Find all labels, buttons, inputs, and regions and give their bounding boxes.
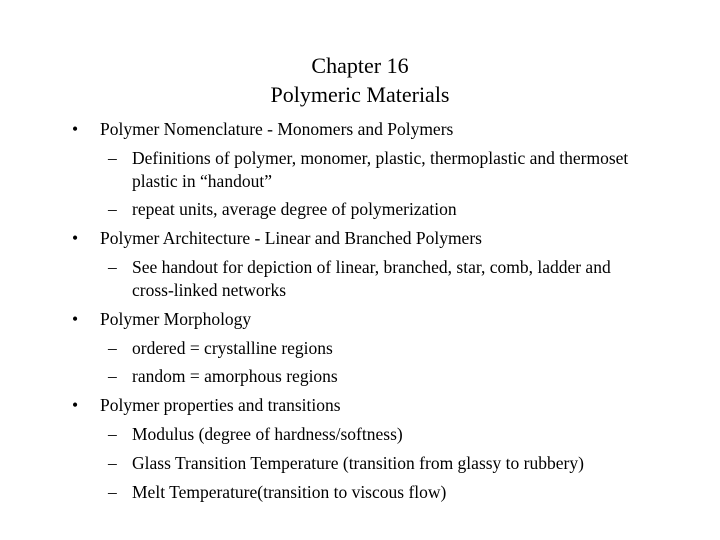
bullet-item xyxy=(0,308,720,331)
sub-item-text: Modulus (degree of hardness/softness) xyxy=(132,424,403,445)
dash-icon: – xyxy=(108,481,117,502)
bullet-text: Polymer properties and transitions xyxy=(100,395,341,416)
sub-item-text: ordered = crystalline regions xyxy=(132,337,333,358)
title-line-2: Polymeric Materials xyxy=(270,82,450,107)
bullet-icon: • xyxy=(72,395,79,416)
sub-item-text: random = amorphous regions xyxy=(132,366,338,387)
sub-item xyxy=(0,147,652,193)
bullet-item xyxy=(0,118,720,141)
sub-item xyxy=(0,481,652,504)
dash-icon: – xyxy=(108,337,117,358)
bullet-list xyxy=(0,118,720,504)
sub-item-text: Melt Temperature(transition to viscous flow) xyxy=(132,481,447,502)
sub-item xyxy=(0,452,652,475)
dash-icon: – xyxy=(108,366,117,387)
sub-item xyxy=(0,337,652,360)
sub-item xyxy=(0,198,652,221)
bullet-icon: • xyxy=(72,309,79,330)
dash-icon: – xyxy=(108,257,117,278)
dash-icon: – xyxy=(108,199,117,220)
bullet-text: Polymer Architecture - Linear and Branched Polymers xyxy=(100,228,482,249)
bullet-item xyxy=(0,227,720,250)
dash-icon: – xyxy=(108,147,117,168)
slide-title xyxy=(0,51,720,109)
bullet-item xyxy=(0,394,720,417)
title-line-1: Chapter 16 xyxy=(311,53,409,78)
sub-item xyxy=(0,423,652,446)
sub-item xyxy=(0,365,652,388)
bullet-text: Polymer Morphology xyxy=(100,309,252,330)
sub-item xyxy=(0,256,652,302)
bullet-icon: • xyxy=(72,228,79,249)
sub-item-text: See handout for depiction of linear, branched, star, comb, ladder and cross-linked networks xyxy=(132,257,611,301)
sub-item-text: Glass Transition Temperature (transition from glassy to rubbery) xyxy=(132,452,584,473)
sub-item-text: repeat units, average degree of polymerization xyxy=(132,199,457,220)
dash-icon: – xyxy=(108,424,117,445)
sub-item-text: Definitions of polymer, monomer, plastic, thermoplastic and thermoset plastic in “handout” xyxy=(132,147,629,191)
bullet-icon: • xyxy=(72,119,79,139)
bullet-text: Polymer Nomenclature - Monomers and Polymers xyxy=(100,119,454,139)
dash-icon: – xyxy=(108,452,117,473)
